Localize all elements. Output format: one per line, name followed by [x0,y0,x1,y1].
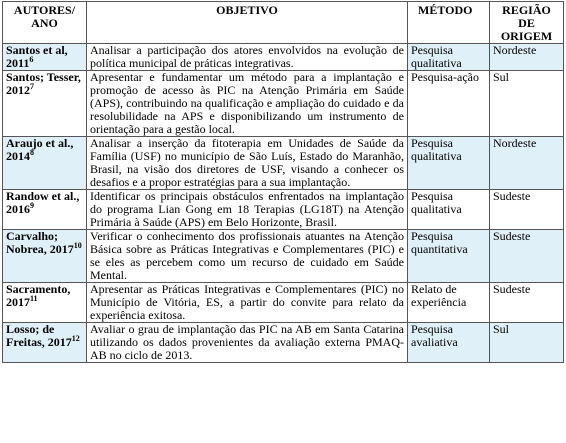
author-cell [3,190,87,230]
author-cell [3,230,87,283]
table-body [3,44,564,363]
table-row [3,323,564,363]
table-header-row [3,2,564,44]
author-cell [3,283,87,323]
objective-cell: Avaliar o grau de implantação das PIC na AB em Santa Catarina utilizando os dados provenientes da avaliação externa PMAQ-AB no ciclo de 2013. [87,323,408,363]
region-cell: Nordeste [490,137,564,190]
header-authors: AUTORES/ ANO [3,2,87,44]
region-cell: Sudeste [490,190,564,230]
region-cell: Sudeste [490,283,564,323]
author-text: Sacramento, 2017 [6,282,71,309]
objective-cell: Apresentar e fundamentar um método para a implantação e promoção de acesso às PIC na Atenção Primária em Saúde (APS), contribuindo na qualificação e ampliação do cuidado e da resolubilidade na APS e disponibilizando um instrumento de orientação para a gestão local. [87,71,408,137]
reference-number: 11 [30,294,38,303]
header-method: MÉTODO [408,2,490,44]
reference-number: 12 [71,334,80,343]
author-cell [3,137,87,190]
author-text: Santos; Tesser, 2012 [6,70,81,97]
header-objective: OBJETIVO [87,2,408,44]
author-text: Randow et al., 2016 [6,189,80,216]
region-cell: Sul [490,323,564,363]
author-text: Santos et al, 2011 [6,43,68,70]
author-cell [3,44,87,71]
objective-cell: Analisar a participação dos atores envolvidos na evolução de política municipal de práticas integrativas. [87,44,408,71]
reference-number: 10 [73,241,82,250]
method-cell: Pesquisa quantitativa [408,230,490,283]
table-row [3,71,564,137]
author-text: Losso; de Freitas, 2017 [6,322,72,349]
table-row [3,137,564,190]
author-cell [3,71,87,137]
objective-cell: Analisar a inserção da fitoterapia em Unidades de Saúde da Família (USF) no município de São Luís, Estado do Maranhão, Brasil, na visão dos diretores de USF, visando a conhecer os desafios e a propor estratégias para a sua implantação. [87,137,408,190]
objective-cell: Identificar os principais obstáculos enfrentados na implantação do programa Lian Gong em 18 Terapias (LG18T) na Atenção Primária à Saúde (APS) em Belo Horizonte, Brasil. [87,190,408,230]
region-cell: Sul [490,71,564,137]
objective-cell: Apresentar as Práticas Integrativas e Complementares (PIC) no Município de Vitória, ES, a partir do convite para relato da experiência exitosa. [87,283,408,323]
author-text: Carvalho; Nobrea, 2017 [6,229,74,256]
header-region: REGIÃO DE ORIGEM [490,2,564,44]
author-cell [3,323,87,363]
objective-cell: Verificar o conhecimento dos profissionais atuantes na Atenção Básica sobre as Práticas Integrativas e Complementares (PIC) e se eles as percebem como um recurso de cuidado em Saúde Mental. [87,230,408,283]
author-text: Araujo et al., 2014 [6,136,74,163]
table-container [2,1,563,363]
table-row [3,283,564,323]
table-row [3,190,564,230]
reference-number: 8 [30,148,34,157]
method-cell: Pesquisa avaliativa [408,323,490,363]
region-cell: Sudeste [490,230,564,283]
table-row [3,230,564,283]
reference-number: 7 [30,82,34,91]
method-cell: Pesquisa-ação [408,71,490,137]
reference-number: 6 [29,55,34,64]
region-cell: Nordeste [490,44,564,71]
studies-table [2,1,564,363]
table-row [3,44,564,71]
method-cell: Pesquisa qualitativa [408,44,490,71]
method-cell: Relato de experiência [408,283,490,323]
method-cell: Pesquisa qualitativa [408,137,490,190]
reference-number: 9 [30,201,34,210]
method-cell: Pesquisa qualitativa [408,190,490,230]
